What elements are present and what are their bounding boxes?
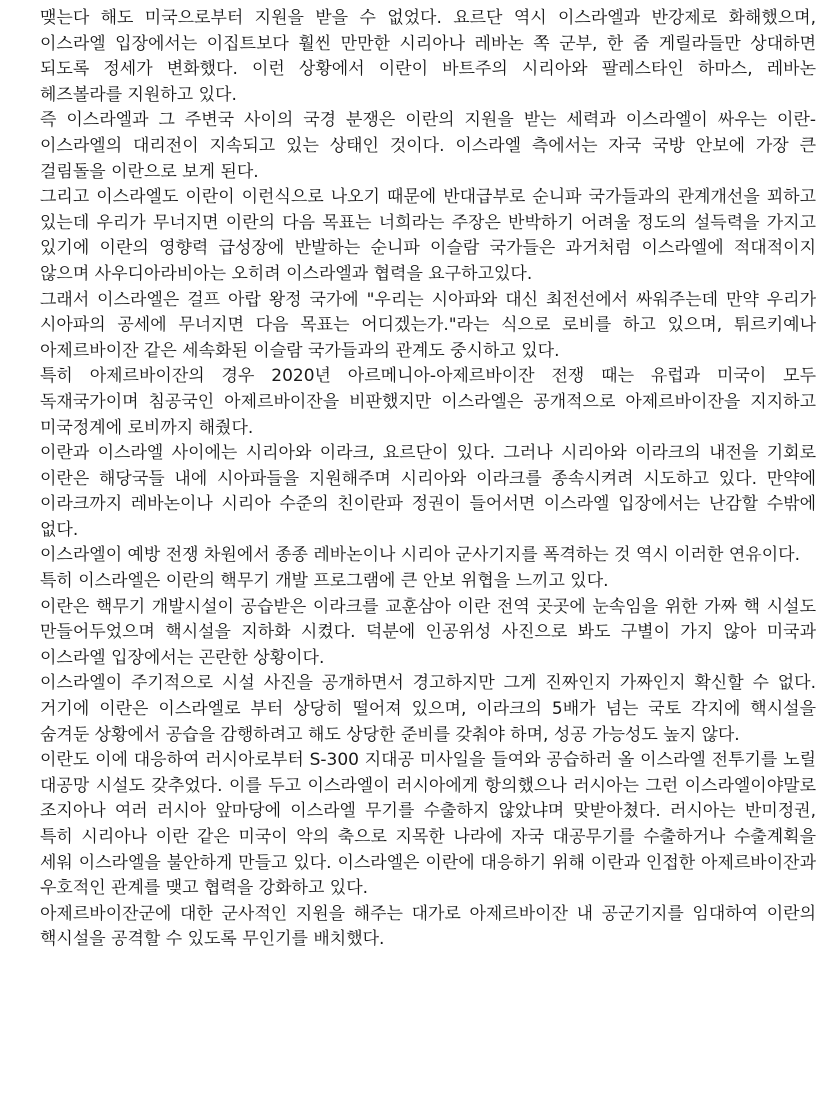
paragraph-5: 특히 아제르바이잔의 경우 2020년 아르메니아-아제르바이잔 전쟁 때는 유럽과 미국이 모두 독재국가이며 침공국인 아제르바이잔을 비판했지만 이스라엘은 공개적으로 아제르바이잔을 지지하고 미국정계에 로비까지 해줬다. xyxy=(40,366,816,438)
document-body xyxy=(40,6,816,953)
paragraph-9: 이란은 핵무기 개발시설이 공습받은 이라크를 교훈삼아 이란 전역 곳곳에 눈속임을 위한 가짜 핵 시설도 만들어두었으며 핵시설을 지하화 시켰다. 덕분에 인공위성 사진으로 봐도 구별이 가지 않아 미국과 이스라엘 입장에서는 곤란한 상황이다. xyxy=(40,596,816,668)
paragraph-2: 즉 이스라엘과 그 주변국 사이의 국경 분쟁은 이란의 지원을 받는 세력과 이스라엘이 싸우는 이란-이스라엘의 대리전이 지속되고 있는 상태인 것이다. 이스라엘 측에서는 자국 국방 안보에 가장 큰 걸림돌을 이란으로 보게 된다. xyxy=(40,110,816,182)
paragraph-8: 특히 이스라엘은 이란의 핵무기 개발 프로그램에 큰 안보 위협을 느끼고 있다. xyxy=(40,571,609,592)
paragraph-10: 이스라엘이 주기적으로 시설 사진을 공개하면서 경고하지만 그게 진짜인지 가짜인지 확신할 수 없다. 거기에 이란은 이스라엘로 부터 상당히 떨어져 있으며, 이라크의 5배가 넘는 국토 각지에 핵시설을 숨겨둔 상황에서 공습을 감행하려고 해도 상당한 준비를 갖춰야 하며, 성공 가능성도 높지 않다. xyxy=(40,673,816,745)
paragraph-1: 맺는다 해도 미국으로부터 지원을 받을 수 없었다. 요르단 역시 이스라엘과 반강제로 화해했으며, 이스라엘 입장에서는 이집트보다 훨씬 만만한 시리아나 레바논 쪽 군부, 한 줌 게릴라들만 상대하면 되도록 정세가 변화했다. 이런 상황에서 이란이 바트주의 시리아와 팔레스타인 하마스, 레바논 헤즈볼라를 지원하고 있다. xyxy=(40,8,816,105)
paragraph-4: 그래서 이스라엘은 걸프 아랍 왕정 국가에 "우리는 시아파와 대신 최전선에서 싸워주는데 만약 우리가 시아파의 공세에 무너지면 다음 목표는 어디겠는가."라는 식으로 로비를 하고 있으며, 튀르키예나 아제르바이잔 같은 세속화된 이슬람 국가들과의 관계도 중시하고 있다. xyxy=(40,289,816,361)
paragraph-7: 이스라엘이 예방 전쟁 차원에서 종종 레바논이나 시리아 군사기지를 폭격하는 것 역시 이러한 연유이다. xyxy=(40,545,800,566)
paragraph-3: 그리고 이스라엘도 이란이 이런식으로 나오기 때문에 반대급부로 순니파 국가들과의 관계개선을 꾀하고 있는데 우리가 무너지면 이란의 다음 목표는 너희라는 주장은 반박하기 어려울 정도의 설득력을 가지고 있기에 이란의 영향력 급성장에 반발하는 순니파 이슬람 국가들은 과거처럼 이스라엘에 적대적이지 않으며 사우디아라비아는 오히려 이스라엘과 협력을 요구하고있다. xyxy=(40,187,816,284)
paragraph-11: 이란도 이에 대응하여 러시아로부터 S-300 지대공 미사일을 들여와 공습하러 올 이스라엘 전투기를 노릴 대공망 시설도 갖추었다. 이를 두고 이스라엘이 러시아에게 항의했으나 러시아는 그런 이스라엘이야말로 조지아나 여러 러시아 앞마당에 이스라엘 무기를 수출하지 않았냐며 맞받아쳤다. 러시아는 반미정권, 특히 시리아나 이란 같은 미국이 악의 축으로 지목한 나라에 자국 대공무기를 수출하거나 수출계획을 세워 이스라엘을 불안하게 만들고 있다. 이스라엘은 이란에 대응하기 위해 이란과 인접한 아제르바이잔과 우호적인 관계를 맺고 협력을 강화하고 있다. xyxy=(40,750,816,899)
paragraph-12: 아제르바이잔군에 대한 군사적인 지원을 해주는 대가로 아제르바이잔 내 공군기지를 임대하여 이란의 핵시설을 공격할 수 있도록 무인기를 배치했다. xyxy=(40,903,816,950)
paragraph-6: 이란과 이스라엘 사이에는 시리아와 이라크, 요르단이 있다. 그러나 시리아와 이라크의 내전을 기회로 이란은 해당국들 내에 시아파들을 지원해주며 시리아와 이라크를 종속시켜려 시도하고 있다. 만약에 이라크까지 레바논이나 시리아 수준의 친이란파 정권이 들어서면 이스라엘 입장에서는 난감할 수밖에 없다. xyxy=(40,443,816,540)
